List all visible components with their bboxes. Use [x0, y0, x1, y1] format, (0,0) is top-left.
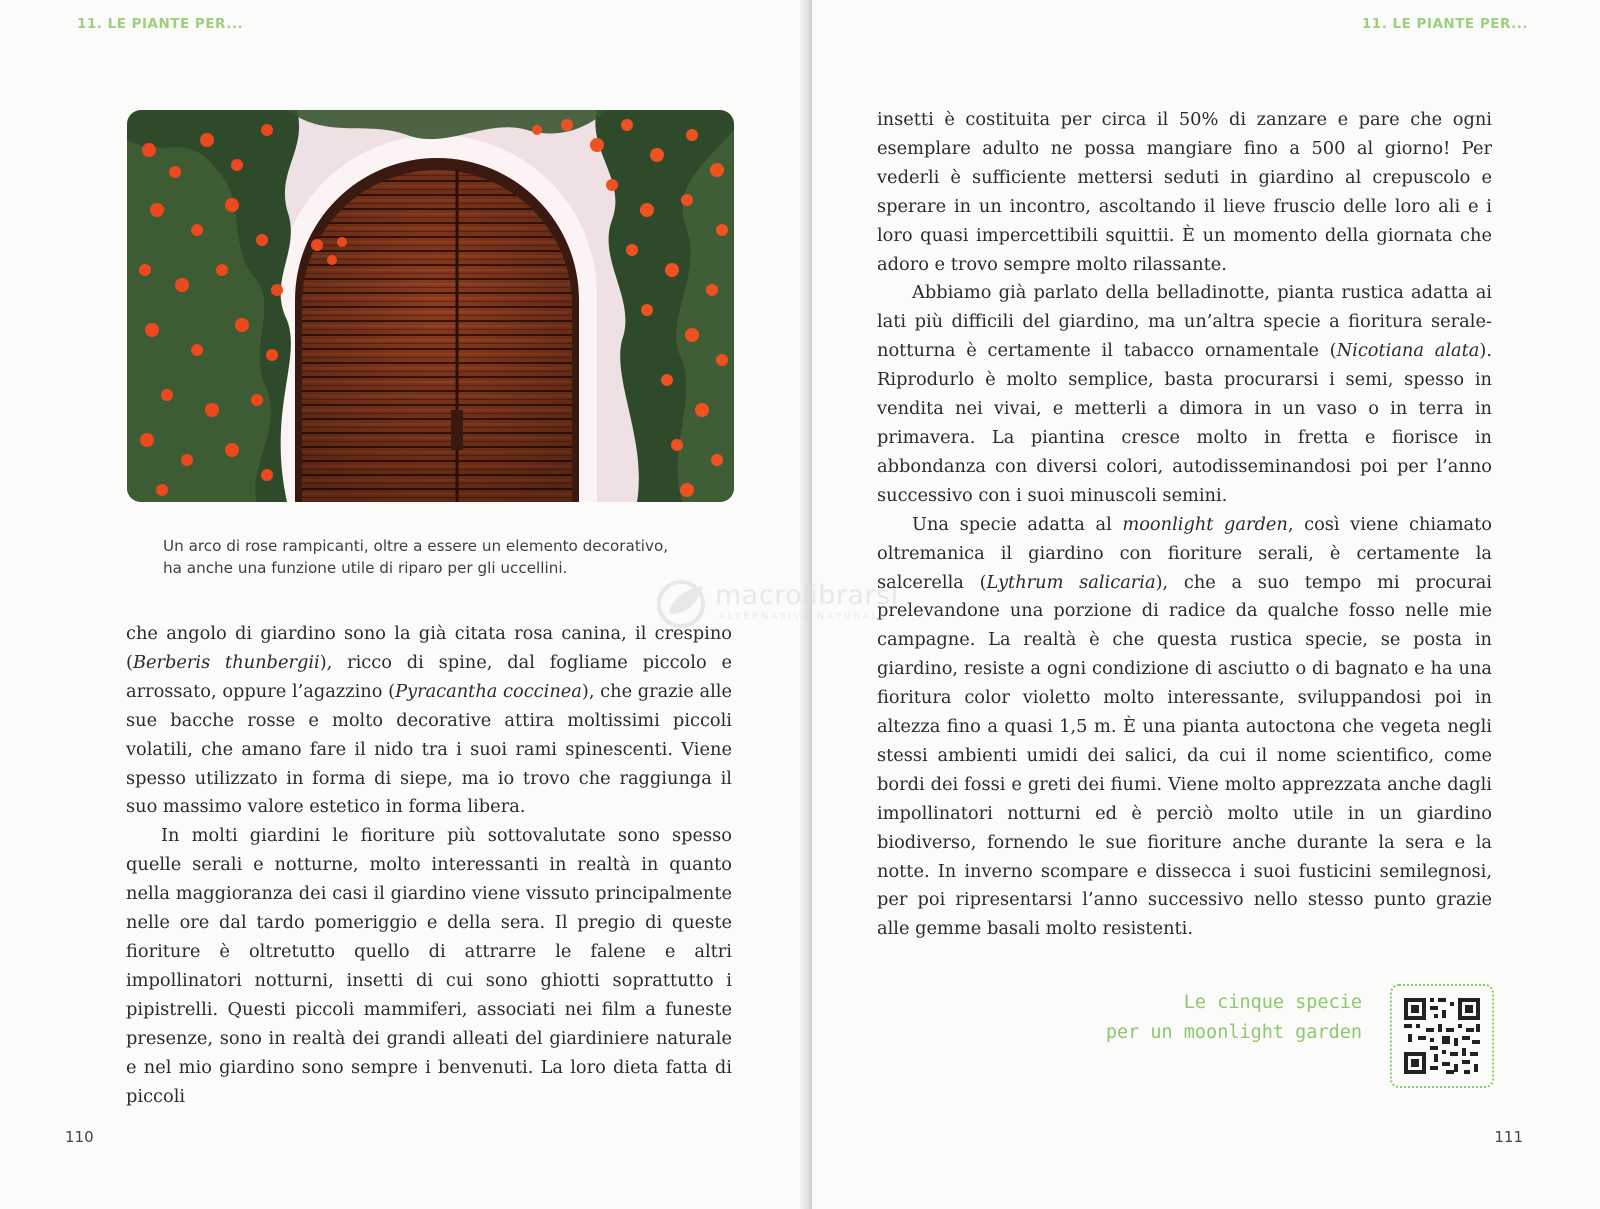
watermark-tagline: ALTERNATIVA NATURALE — [719, 612, 889, 622]
caption-line-1: Un arco di rose rampicanti, oltre a essere un elemento decorativo, — [163, 537, 669, 555]
watermark-name: macrolibrarsi — [715, 580, 899, 611]
watermark — [655, 578, 899, 630]
running-head-left: 11. LE PIANTE PER... — [77, 16, 244, 32]
running-head-right: 11. LE PIANTE PER... — [1361, 16, 1528, 32]
right-paragraph-2: Abbiamo già parlato della belladinotte, pianta rustica adatta ai lati più difficili del giardino, ma un’altra specie a fioritura serale-notturna è certamente il tabacco ornamentale (Nicotiana alata). Riprodurlo è molto semplice, basta procurarsi i semi, spesso in vendita nei vivai, e metterli a dimora in un vaso o in terra in primavera. La piantina cresce molto in fretta e fiorisce in abbondanza con diversi colori, autodisseminandosi poi per l’anno successivo con i suoi minuscoli semini. — [877, 282, 1492, 506]
qr-box-title[interactable] — [1070, 988, 1362, 1048]
right-paragraph-3: Una specie adatta al moonlight garden, così viene chiamato oltremanica il giardino con fioriture serali, è certamente la salcerella (Lythrum salicaria), che a suo tempo mi procurai prelevandone una porzione di radice da qualche fosso nelle mie campagne. La realtà è che questa rustica specie, se posta in giardino, resiste a ogni condizione di asciutto o di bagnato e ha una fioritura color violetto molto interessante, sviluppandosi poi in altezza fino a quasi 1,5 m. È una pianta autoctona che vegeta negli stessi ambienti umidi dei salici, da cui il nome scientifico, come bordi dei fossi e greti dei fiumi. Viene molto apprezzata anche dagli impollinatori notturni ed è perciò molto utile in un giardino biodiverso, fornendo le sue fioriture anche durante la sera e la notte. In inverno scompare e dissecca i suoi fusticini semilegnosi, per poi ripresentarsi l’anno successivo nello stesso punto grazie alle gemme basali molto resistenti. — [877, 513, 1493, 940]
leaf-logo-icon — [655, 578, 711, 630]
right-paragraph-1: insetti è costituita per circa il 50% di zanzare e pare che ogni esemplare adulto ne possa mangiare fino a 500 al giorno! Per vederli è sufficiente mettersi seduti in giardino al crepuscolo e sperare in un incontro, ascoltando il lieve fruscio delle loro ali e i loro quasi impercettibili squittii. È un momento della giornata che adoro e trovo sempre molto rilassante. — [877, 109, 1492, 275]
photo-caption — [163, 535, 733, 579]
rose-arch-photo — [127, 110, 734, 502]
caption-line-2: ha anche una funzione utile di riparo per gli uccellini. — [163, 559, 568, 577]
latin-name: Berberis thunbergii — [132, 651, 320, 673]
page-number-left: 110 — [65, 1128, 94, 1146]
left-paragraph-1: che angolo di giardino sono la già citata rosa canina, il crespino (Berberis thunbergii), ricco di spine, dal fogliame piccolo e arrossato, oppure l’agazzino (Pyracantha coccinea), che grazie alle sue bacche rosse e molto decorative attira moltissimi piccoli volatili, che amano fare il nido tra i suoi rami spinescenti. Viene spesso utilizzato in forma di siepe, ma io trovo che raggiunga il suo massimo valore estetico in forma libera. — [126, 623, 732, 818]
qr-box-title-line-1: Le cinque specie — [1183, 992, 1362, 1013]
latin-name: Pyracantha coccinea — [395, 680, 582, 702]
latin-name: Lythrum salicaria — [986, 571, 1156, 593]
left-body-text — [126, 620, 732, 1111]
left-paragraph-2: In molti giardini le fioriture più sottovalutate sono spesso quelle serali e notturne, molto interessanti in realtà in quanto nella maggioranza dei casi il giardino viene vissuto principalmente nelle ore dal tardo pomeriggio e della sera. Il pregio di queste fioriture è oltretutto quello di attrarre le falene e altri impollinatori notturni, insetti di cui sono ghiotti soprattutto i pipistrelli. Questi piccoli mammiferi, associati nei film a funeste presenze, sono in realtà dei grandi alleati del giardiniere naturale e nel mio giardino sono sempre i benvenuti. La loro dieta fatta di piccoli — [126, 825, 732, 1107]
latin-name: Nicotiana alata — [1336, 340, 1480, 362]
qr-box-title-line-2: per un moonlight garden — [1105, 1022, 1362, 1043]
page-number-right: 111 — [1494, 1128, 1523, 1146]
right-body-text — [877, 106, 1492, 944]
qr-code-icon[interactable] — [1390, 984, 1494, 1088]
term-moonlight-garden: moonlight garden — [1122, 513, 1288, 535]
